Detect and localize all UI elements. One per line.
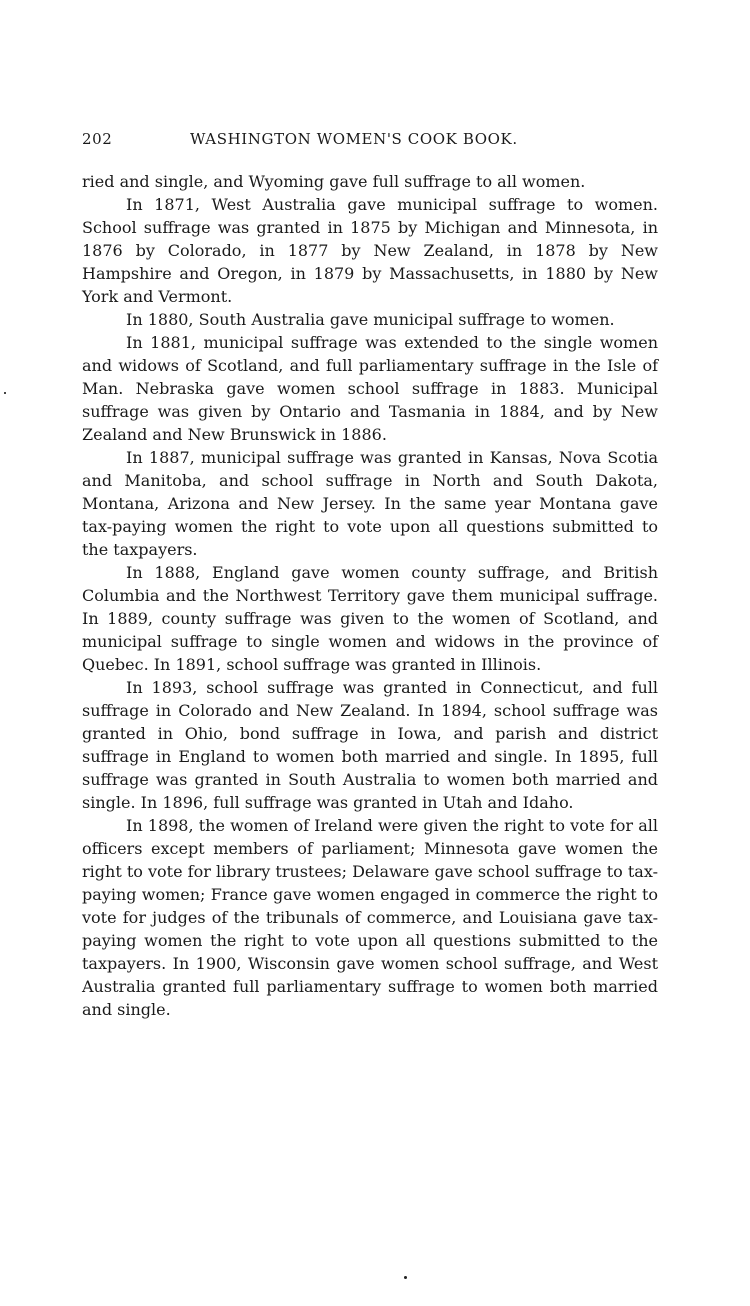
scan-speck — [4, 392, 6, 394]
paragraph-1898: In 1898, the women of Ireland were given the right to vote for all officers except members of parliament; Minnesota gave women the right to vote for library trustees; Delaware gave school suffrage to tax-paying women; France gave women engaged in commerce the right to vote for judges of the tribunals of commerce, and Louisiana gave tax-paying women the right to vote upon all questions submitted to the taxpayers. In 1900, Wisconsin gave women school suffrage, and West Australia granted full parliamentary suffrage to women both married and single. — [82, 816, 658, 1019]
paragraph-1871: In 1871, West Australia gave municipal suffrage to women. School suffrage was granted in 1875 by Michigan and Minnesota, in 1876 by Colorado, in 1877 by New Zealand, in 1878 by New Hampshire and Oregon, in 1879 by Massachusetts, in 1880 by New York and Vermont. — [82, 195, 658, 306]
paragraph-1888: In 1888, England gave women county suffrage, and British Columbia and the Northwest Territory gave them municipal suffrage. In 1889, county suffrage was given to the women of Scotland, and municipal suffrage to single women and widows in the province of Quebec. In 1891, school suffrage was granted in Illinois. — [82, 563, 658, 674]
body-text — [82, 170, 658, 1021]
paragraph-1880: In 1880, South Australia gave municipal suffrage to women. — [126, 310, 615, 329]
page-number: 202 — [82, 130, 113, 148]
paragraph-1893: In 1893, school suffrage was granted in Connecticut, and full suffrage in Colorado and New Zealand. In 1894, school suffrage was granted in Ohio, bond suffrage in Iowa, and parish and district suffrage in England to women both married and single. In 1895, full suffrage was granted in South Australia to women both married and single. In 1896, full suffrage was granted in Utah and Idaho. — [82, 678, 658, 812]
running-head — [82, 130, 658, 152]
book-page — [82, 130, 658, 1021]
paragraph-1881: In 1881, municipal suffrage was extended to the single women and widows of Scotland, and full parliamentary suffrage in the Isle of Man. Nebraska gave women school suffrage in 1883. Municipal suffrage was given by Ontario and Tasmania in 1884, and by New Zealand and New Brunswick in 1886. — [82, 333, 658, 444]
running-head-title: WASHINGTON WOMEN'S COOK BOOK. — [190, 130, 518, 148]
paragraph-continuation: ried and single, and Wyoming gave full suffrage to all women. — [82, 172, 586, 191]
paragraph-1887: In 1887, municipal suffrage was granted in Kansas, Nova Scotia and Manitoba, and school suffrage in North and South Dakota, Montana, Arizona and New Jersey. In the same year Montana gave tax-paying women the right to vote upon all questions submitted to the taxpayers. — [82, 448, 658, 559]
scan-speck — [404, 1276, 407, 1279]
